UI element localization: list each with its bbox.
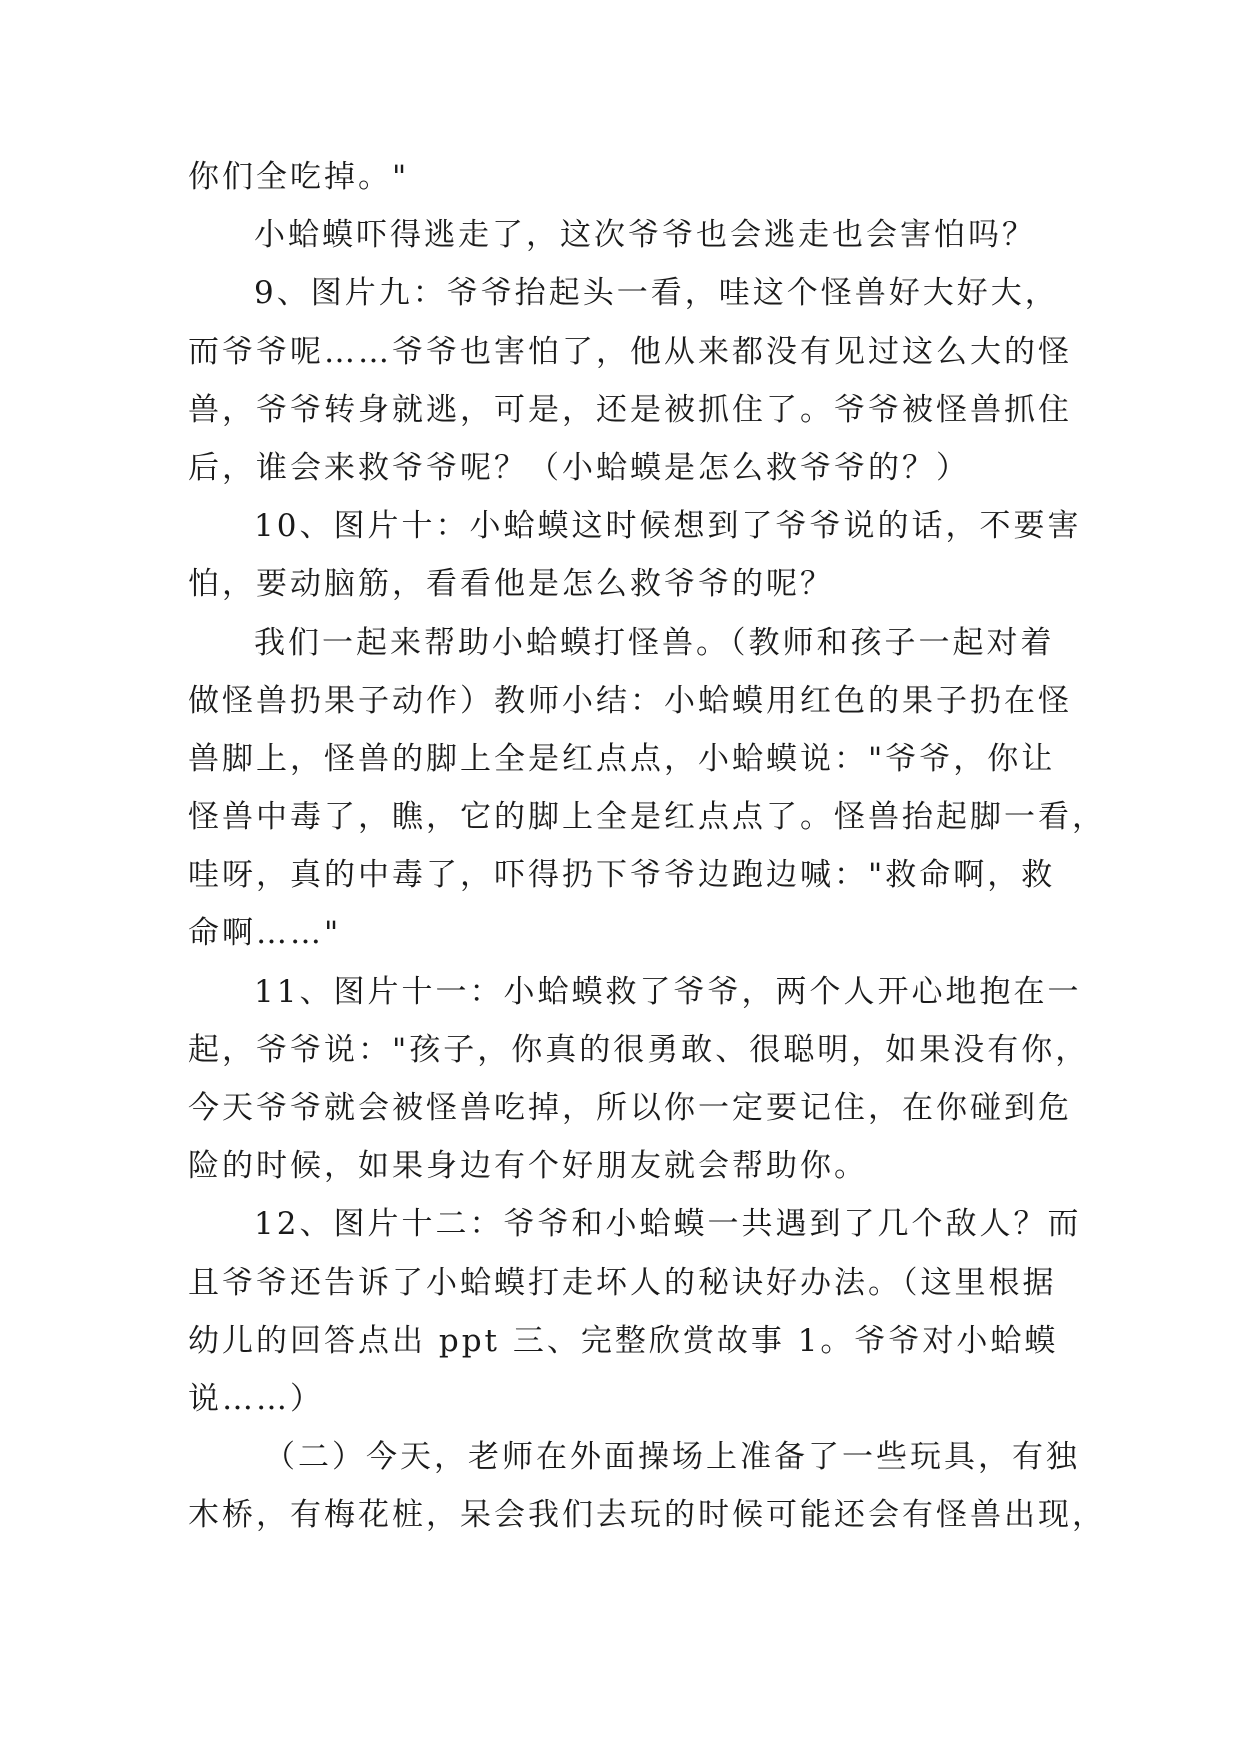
text-line: 我们一起来帮助小蛤蟆打怪兽。（教师和孩子一起对着 [254, 624, 1055, 661]
text-line: 11、图片十一：小蛤蟆救了爷爷，两个人开心地抱在一 [254, 973, 1082, 1010]
text-line: 起，爷爷说："孩子，你真的很勇敢、很聪明，如果没有你， [188, 1031, 1090, 1068]
text-line: 木桥，有梅花桩，呆会我们去玩的时候可能还会有怪兽出现， [188, 1497, 1106, 1534]
text-line: 今天爷爷就会被怪兽吃掉，所以你一定要记住，在你碰到危 [188, 1090, 1072, 1126]
body-text [188, 148, 1106, 1545]
text-line: 兽脚上，怪兽的脚上全是红点点，小蛤蟆说："爷爷，你让 [188, 740, 1056, 777]
text-line: 而爷爷呢……爷爷也害怕了，他从来都没有见过这么大的怪 [188, 333, 1072, 370]
text-line: 10、图片十：小蛤蟆这时候想到了爷爷说的话，不要害 [254, 508, 1082, 545]
text-line: 命啊……" [188, 915, 342, 952]
text-line: 幼儿的回答点出 ppt 三、完整欣赏故事 1。爷爷对小蛤蟆 [188, 1322, 1059, 1359]
text-line: 兽，爷爷转身就逃，可是，还是被抓住了。爷爷被怪兽抓住 [188, 391, 1072, 428]
text-line: 12、图片十二：爷爷和小蛤蟆一共遇到了几个敌人？而 [254, 1206, 1082, 1243]
text-line: 9、图片九：爷爷抬起头一看，哇这个怪兽好大好大， [254, 275, 1059, 312]
text-line: 怕，要动脑筋，看看他是怎么救爷爷的呢？ [188, 566, 834, 603]
text-line: 且爷爷还告诉了小蛤蟆打走坏人的秘诀好办法。（这里根据 [188, 1264, 1057, 1301]
text-line: 险的时候，如果身边有个好朋友就会帮助你。 [188, 1148, 868, 1185]
text-line: 做怪兽扔果子动作）教师小结：小蛤蟆用红色的果子扔在怪 [188, 682, 1072, 719]
text-line: 说……） [188, 1380, 324, 1417]
text-line: （二）今天，老师在外面操场上准备了一些玩具，有独 [264, 1439, 1080, 1476]
text-line: 后，谁会来救爷爷呢？（小蛤蟆是怎么救爷爷的？） [188, 449, 970, 486]
text-line: 你们全吃掉。" [188, 159, 410, 195]
text-line: 怪兽中毒了，瞧，它的脚上全是红点点了。怪兽抬起脚一看， [188, 799, 1106, 836]
text-line: 哇呀，真的中毒了，吓得扔下爷爷边跑边喊："救命啊，救 [188, 857, 1056, 894]
text-line: 小蛤蟆吓得逃走了，这次爷爷也会逃走也会害怕吗？ [254, 217, 1036, 254]
